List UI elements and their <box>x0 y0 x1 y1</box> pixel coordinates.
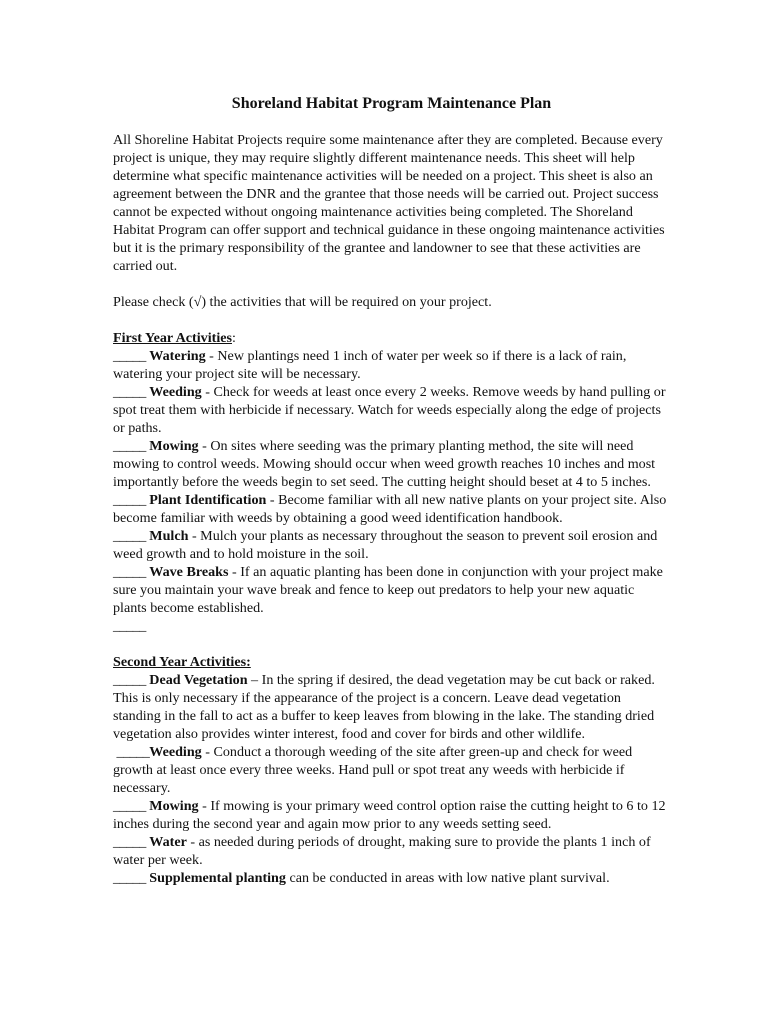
check-blank[interactable]: _____ <box>113 492 146 508</box>
first-year-item-mowing <box>113 437 670 491</box>
item-text: - Become familiar with all new native plants on your project site. Also become familiar with weeds by obtaining a good weed identification handbook. <box>113 492 667 526</box>
item-name: Mulch <box>149 528 189 544</box>
item-name: Weeding <box>149 384 202 400</box>
item-text: - If mowing is your primary weed control option raise the cutting height to 6 to 12 inches during the second year and again mow prior to any weeds setting seed. <box>113 798 666 832</box>
first-year-item-watering <box>113 347 670 383</box>
item-text: - On sites where seeding was the primary planting method, the site will need mowing to control weeds. Mowing should occur when weed growth reaches 10 inches and most importantly before the weeds begin to set seed. The cutting height should beset at 4 to 5 inches. <box>113 438 656 490</box>
first-year-item-weeding <box>113 383 670 437</box>
item-name: Plant Identification <box>149 492 267 508</box>
second-year-item-water <box>113 833 670 869</box>
item-text: - Mulch your plants as necessary throughout the season to prevent soil erosion and weed growth and to hold moisture in the soil. <box>113 528 658 562</box>
first-year-heading-colon: : <box>231 330 236 346</box>
first-year-item-plant-identification <box>113 491 670 527</box>
item-text: - If an aquatic planting has been done in conjunction with your project make sure you maintain your wave break and fence to keep out predators to help your new aquatic plants become established. <box>113 564 663 616</box>
item-name: Wave Breaks <box>149 564 229 580</box>
second-year-heading-text: Second Year Activities: <box>113 654 251 670</box>
check-blank[interactable]: _____ <box>113 528 146 544</box>
item-name: Mowing <box>149 438 199 454</box>
check-blank[interactable]: _____ <box>113 672 146 688</box>
check-blank[interactable]: _____ <box>116 744 150 760</box>
item-text: - Check for weeds at least once every 2 weeks. Remove weeds by hand pulling or spot treat them with herbicide if necessary. Watch for weeds especially along the edge of projects or paths. <box>113 384 666 436</box>
item-name: Mowing <box>149 798 199 814</box>
item-name: Water <box>149 834 187 850</box>
check-blank[interactable]: _____ <box>113 618 146 634</box>
first-year-extra-blank <box>113 617 670 635</box>
intro-paragraph: All Shoreline Habitat Projects require some maintenance after they are completed. Because every project is unique, they may require slightly different maintenance needs. This sheet will help determine what specific maintenance activities will be needed on a project. This sheet is also an agreement between the DNR and the grantee that those needs will be carried out. Project success cannot be expected without ongoing maintenance activities being completed. The Shoreland Habitat Program can offer support and technical guidance in these ongoing maintenance activities but it is the primary responsibility of the grantee and landowner to see that these activities are carried out. <box>113 132 665 274</box>
second-year-item-weeding <box>113 743 670 797</box>
second-year-item-dead-vegetation <box>113 671 670 743</box>
first-year-item-mulch <box>113 527 670 563</box>
item-text: can be conducted in areas with low native plant survival. <box>285 870 610 886</box>
item-text: – In the spring if desired, the dead vegetation may be cut back or raked. This is only necessary if the appearance of the project is a concern. Leave dead vegetation standing in the fall to act as a buffer to keep leaves from blowing in the lake. The standing dried vegetation also provides winter interest, food and cover for birds and other wildlife. <box>113 672 655 742</box>
item-name: Weeding <box>149 744 202 760</box>
second-year-item-mowing <box>113 797 670 833</box>
check-blank[interactable]: _____ <box>113 564 146 580</box>
second-year-heading <box>113 653 670 671</box>
check-blank[interactable]: _____ <box>113 834 146 850</box>
first-year-item-wave-breaks <box>113 563 670 617</box>
page-title: Shoreland Habitat Program Maintenance Plan <box>231 95 552 112</box>
check-blank[interactable]: _____ <box>113 438 146 454</box>
check-blank[interactable]: _____ <box>113 870 146 886</box>
item-name: Dead Vegetation <box>149 672 248 688</box>
item-name: Watering <box>149 348 206 364</box>
item-name: Supplemental planting <box>149 870 286 886</box>
second-year-item-supplemental-planting <box>113 869 670 887</box>
check-blank[interactable]: _____ <box>113 384 146 400</box>
item-text: - New plantings need 1 inch of water per week so if there is a lack of rain, watering your project site will be necessary. <box>113 348 627 382</box>
item-text: - as needed during periods of drought, making sure to provide the plants 1 inch of water per week. <box>113 834 651 868</box>
check-blank[interactable]: _____ <box>113 348 146 364</box>
first-year-heading <box>113 329 670 347</box>
check-blank[interactable]: _____ <box>113 798 146 814</box>
first-year-heading-text: First Year Activities <box>113 330 232 346</box>
item-text: - Conduct a thorough weeding of the site after green-up and check for weed growth at least once every three weeks. Hand pull or spot treat any weeds with herbicide if necessary. <box>113 744 633 796</box>
check-instruction: Please check (√) the activities that will be required on your project. <box>113 294 492 310</box>
